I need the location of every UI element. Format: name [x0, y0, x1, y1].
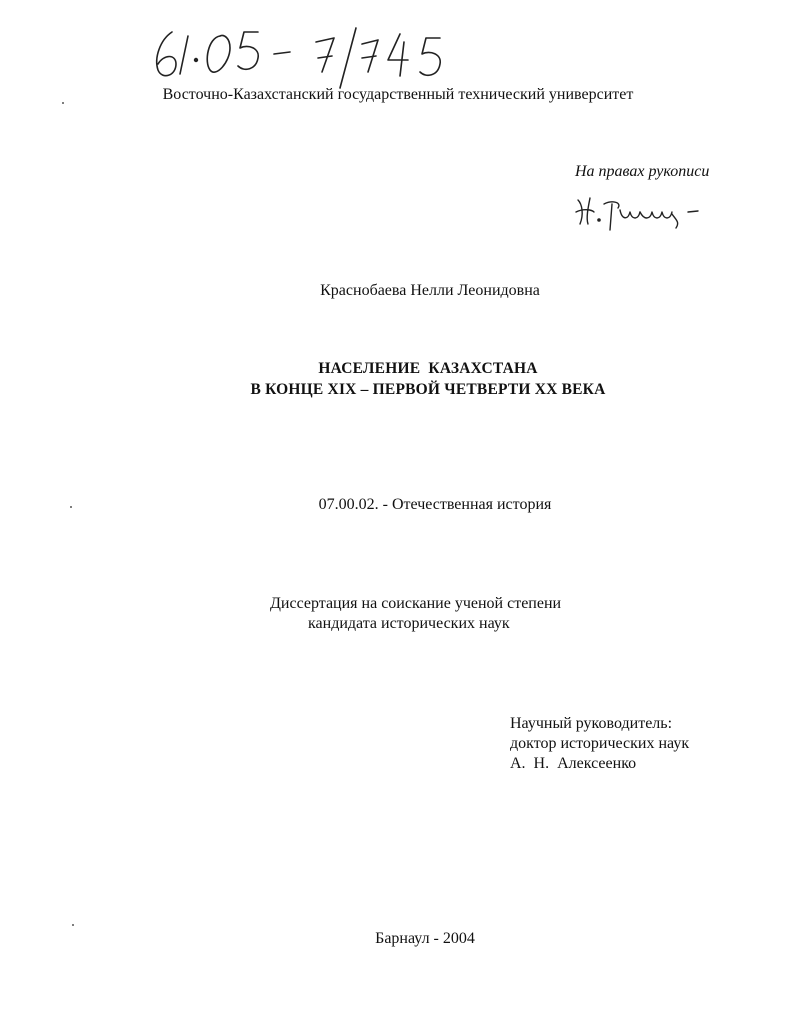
advisor-degree: доктор исторических наук	[510, 735, 690, 752]
scan-speck	[72, 924, 74, 926]
advisor-label: Научный руководитель:	[510, 715, 673, 732]
thesis-line-1: Диссертация на соискание ученой степени	[270, 595, 562, 612]
scan-speck	[62, 102, 64, 104]
scientific-advisor	[510, 714, 689, 774]
advisor-name: А. Н. Алексеенко	[510, 755, 637, 772]
thesis-degree-statement	[270, 594, 561, 634]
dissertation-title	[0, 358, 796, 400]
handwritten-number-drawing	[150, 18, 480, 90]
specialty-code: 07.00.02. - Отечественная история	[318, 496, 552, 513]
title-line-2: В КОНЦЕ XIX – ПЕРВОЙ ЧЕТВЕРТИ XX ВЕКА	[250, 381, 606, 398]
title-line-1: НАСЕЛЕНИЕ КАЗАХСТАНА	[318, 360, 538, 377]
signature-drawing	[572, 190, 702, 232]
signature	[572, 190, 702, 232]
scan-speck	[70, 506, 72, 508]
manuscript-rights-label: На правах рукописи	[575, 163, 710, 180]
handwritten-catalog-number	[150, 18, 480, 90]
place-and-year: Барнаул - 2004	[375, 930, 475, 947]
university-name: Восточно-Казахстанский государственный технический университет	[162, 86, 634, 103]
author-name: Краснобаева Нелли Леонидовна	[320, 282, 540, 299]
thesis-line-2: кандидата исторических наук	[308, 615, 510, 632]
